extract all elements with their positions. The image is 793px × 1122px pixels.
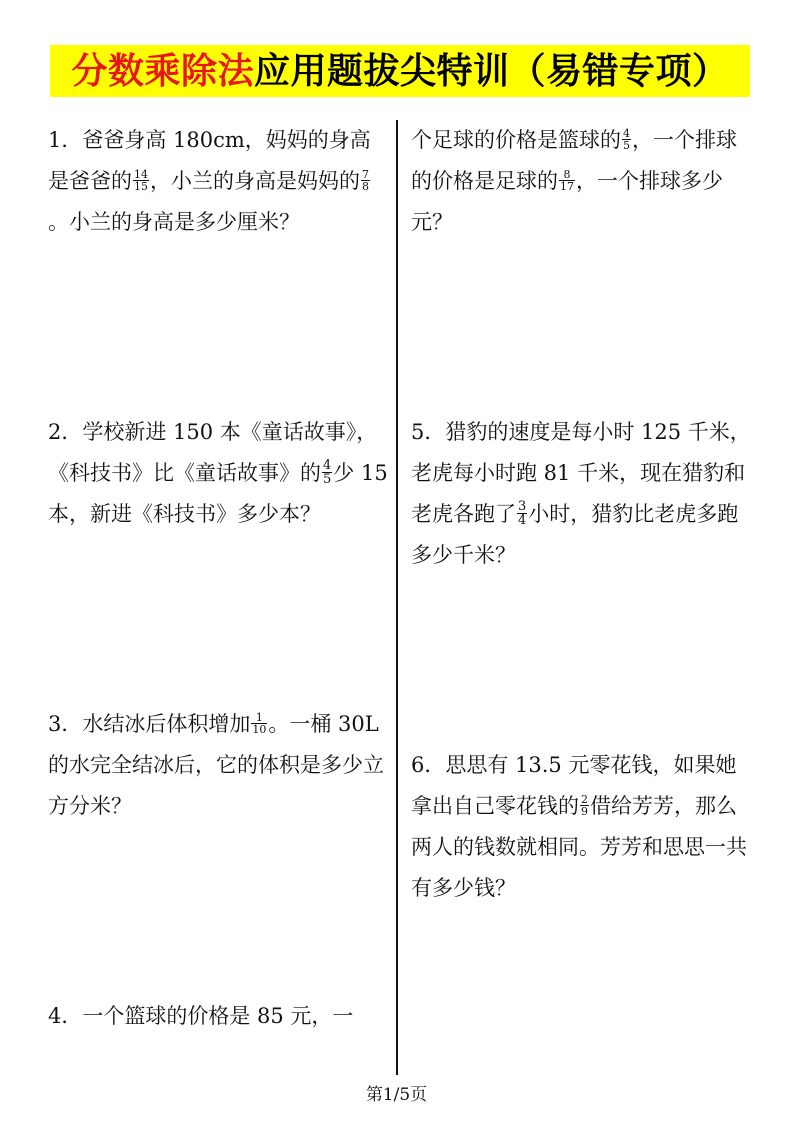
page-number: 第1/5页 [365, 1085, 428, 1105]
fraction [322, 459, 332, 486]
column-divider [396, 120, 398, 1075]
fraction [133, 169, 149, 192]
fraction-denominator: 17 [560, 180, 574, 193]
title-highlight-text: 分数乘除法 [71, 50, 254, 92]
title-rest-text: 应用题拔尖特训（易错专项） [254, 50, 729, 92]
question-4-cont-text-b: ，一个排球的价格是足球的 [411, 128, 737, 193]
title-highlight [50, 45, 750, 97]
question-6 [411, 745, 751, 909]
fraction-numerator: 8 [559, 169, 575, 181]
fraction [517, 500, 527, 527]
fraction-numerator: 2 [581, 793, 588, 806]
fraction-denominator: 8 [362, 180, 369, 193]
question-1-text-c: 。小兰的身高是多少厘米？ [48, 210, 300, 234]
question-6-text-b: 借给芳芳，那么两人的钱数就相同。芳芳和思思一共有多少钱？ [411, 794, 747, 900]
question-4-cont-text-c: ，一个排球多少元？ [411, 169, 723, 234]
fraction-numerator: 7 [362, 168, 369, 181]
fraction [580, 794, 589, 817]
fraction-numerator: 4 [323, 458, 332, 473]
page-title [50, 45, 750, 97]
fraction-numerator: 4 [623, 127, 630, 140]
fraction-numerator: 1 [251, 712, 267, 724]
fraction [361, 169, 370, 192]
fraction [559, 169, 575, 192]
question-4-continued [411, 120, 751, 243]
question-6-text-a: 6．思思有 13.5 元零花钱，如果她拿出自己零花钱的 [411, 753, 737, 818]
fraction-denominator: 9 [581, 805, 588, 818]
question-3-text-b: 。一桶 30L 的水完全结冰后，它的体积是多少立方分米？ [48, 712, 384, 818]
question-3 [48, 704, 388, 827]
fraction [251, 712, 267, 735]
question-5 [411, 412, 751, 576]
fraction-denominator: 15 [134, 180, 148, 193]
question-1-text-a: 1．爸爸身高 180cm，妈妈的身高是爸爸的 [48, 128, 371, 193]
question-4-text-a: 4．一个篮球的价格是 85 元，一 [48, 1004, 354, 1028]
question-4-cont-text-a: 个足球的价格是篮球的 [411, 128, 621, 152]
fraction [622, 128, 631, 151]
question-2-text-b: 少 15 本，新进《科技书》多少本？ [48, 461, 388, 526]
question-3-text-a: 3．水结冰后体积增加 [48, 712, 251, 736]
fraction-denominator: 5 [323, 472, 332, 487]
question-2-text-a: 2．学校新进 150 本《童话故事》，《科技书》比《童话故事》的 [48, 420, 378, 485]
fraction-denominator: 4 [518, 513, 527, 528]
question-5-text-a: 5．猎豹的速度是每小时 125 千米，老虎每小时跑 81 千米，现在猎豹和老虎各跑了 [411, 420, 751, 526]
question-5-text-b: 小时，猎豹比老虎多跑多少千米？ [411, 502, 739, 567]
fraction-denominator: 5 [623, 139, 630, 152]
fraction-numerator: 3 [518, 499, 527, 514]
question-4 [48, 996, 388, 1037]
question-1-text-b: ，小兰的身高是妈妈的 [150, 169, 360, 193]
fraction-denominator: 10 [252, 723, 267, 736]
question-1 [48, 120, 388, 243]
fraction-numerator: 14 [134, 168, 148, 181]
question-2 [48, 412, 388, 535]
